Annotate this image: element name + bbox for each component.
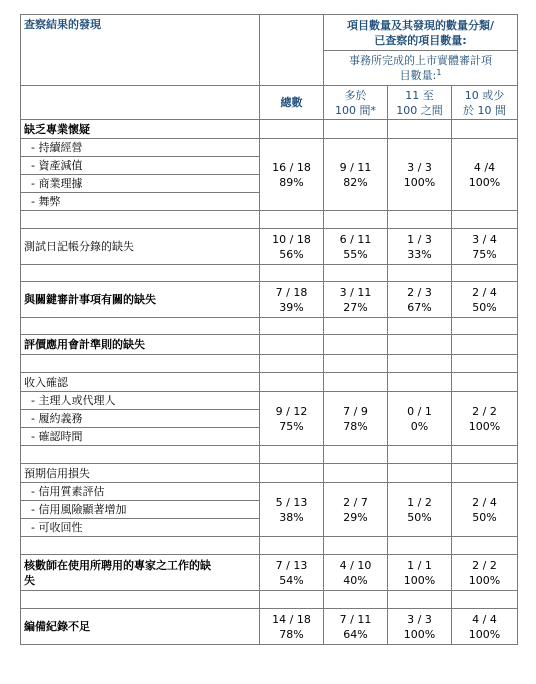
value-11-to-100: 3 / 3 100% xyxy=(388,609,452,645)
list-item: - 信用質素評估 xyxy=(21,483,260,501)
value-over-100: 3 / 11 27% xyxy=(324,282,388,318)
header-col-total: 總數 xyxy=(260,86,324,120)
value-total: 5 / 13 38% xyxy=(260,483,324,537)
value-10-or-less: 3 / 4 75% xyxy=(452,229,518,265)
value-over-100: 7 / 11 64% xyxy=(324,609,388,645)
header-findings-label: 查察結果的發現 xyxy=(21,15,260,86)
list-item: - 商業理據 xyxy=(21,175,260,193)
section-title: 核數師在使用所聘用的專家之工作的缺 失 xyxy=(21,555,260,591)
subsection-title: 收入確認 xyxy=(21,373,260,392)
value-10-or-less: 2 / 2 100% xyxy=(452,392,518,446)
header-sub-title: 事務所完成的上市實體審計項 目數量:$^1$ xyxy=(324,51,518,86)
value-10-or-less: 2 / 4 50% xyxy=(452,483,518,537)
value-total: 14 / 18 78% xyxy=(260,609,324,645)
value-10-or-less: 4 /4 100% xyxy=(452,139,518,211)
list-item: - 舞弊 xyxy=(21,193,260,211)
value-total: 9 / 12 75% xyxy=(260,392,324,446)
value-11-to-100: 3 / 3 100% xyxy=(388,139,452,211)
value-over-100: 6 / 11 55% xyxy=(324,229,388,265)
list-item: - 持續經營 xyxy=(21,139,260,157)
value-total: 7 / 13 54% xyxy=(260,555,324,591)
list-item: - 確認時間 xyxy=(21,428,260,446)
section-title: 編備紀錄不足 xyxy=(21,609,260,645)
list-item: - 信用風險顯著增加 xyxy=(21,501,260,519)
value-11-to-100: 1 / 1 100% xyxy=(388,555,452,591)
header-empty-cell xyxy=(260,15,324,86)
value-over-100: 2 / 7 29% xyxy=(324,483,388,537)
value-11-to-100: 0 / 1 0% xyxy=(388,392,452,446)
value-over-100: 9 / 11 82% xyxy=(324,139,388,211)
header-main-title: 項目數量及其發現的數量分類/ 已查察的項目數量: xyxy=(324,15,518,51)
header-blank xyxy=(21,86,260,120)
value-total: 16 / 18 89% xyxy=(260,139,324,211)
section-title: 與關鍵審計事項有關的缺失 xyxy=(21,282,260,318)
value-over-100: 7 / 9 78% xyxy=(324,392,388,446)
value-10-or-less: 4 / 4 100% xyxy=(452,609,518,645)
value-total: 7 / 18 39% xyxy=(260,282,324,318)
section-title: 缺乏專業懷疑 xyxy=(21,120,260,139)
findings-table xyxy=(20,14,518,645)
value-over-100: 4 / 10 40% xyxy=(324,555,388,591)
value-11-to-100: 1 / 3 33% xyxy=(388,229,452,265)
subsection-title: 預期信用損失 xyxy=(21,464,260,483)
value-10-or-less: 2 / 4 50% xyxy=(452,282,518,318)
list-item: - 可收回性 xyxy=(21,519,260,537)
section-title: 測試日記帳分錄的缺失 xyxy=(21,229,260,265)
header-col-over-100: 多於 100 間* xyxy=(324,86,388,120)
value-total: 10 / 18 56% xyxy=(260,229,324,265)
value-11-to-100: 1 / 2 50% xyxy=(388,483,452,537)
value-11-to-100: 2 / 3 67% xyxy=(388,282,452,318)
list-item: - 主理人或代理人 xyxy=(21,392,260,410)
section-title: 評價應用會計準則的缺失 xyxy=(21,335,260,355)
list-item: - 資產減值 xyxy=(21,157,260,175)
header-col-11-to-100: 11 至 100 之間 xyxy=(388,86,452,120)
value-10-or-less: 2 / 2 100% xyxy=(452,555,518,591)
list-item: - 履約義務 xyxy=(21,410,260,428)
header-col-10-or-less: 10 或少 於 10 間 xyxy=(452,86,518,120)
